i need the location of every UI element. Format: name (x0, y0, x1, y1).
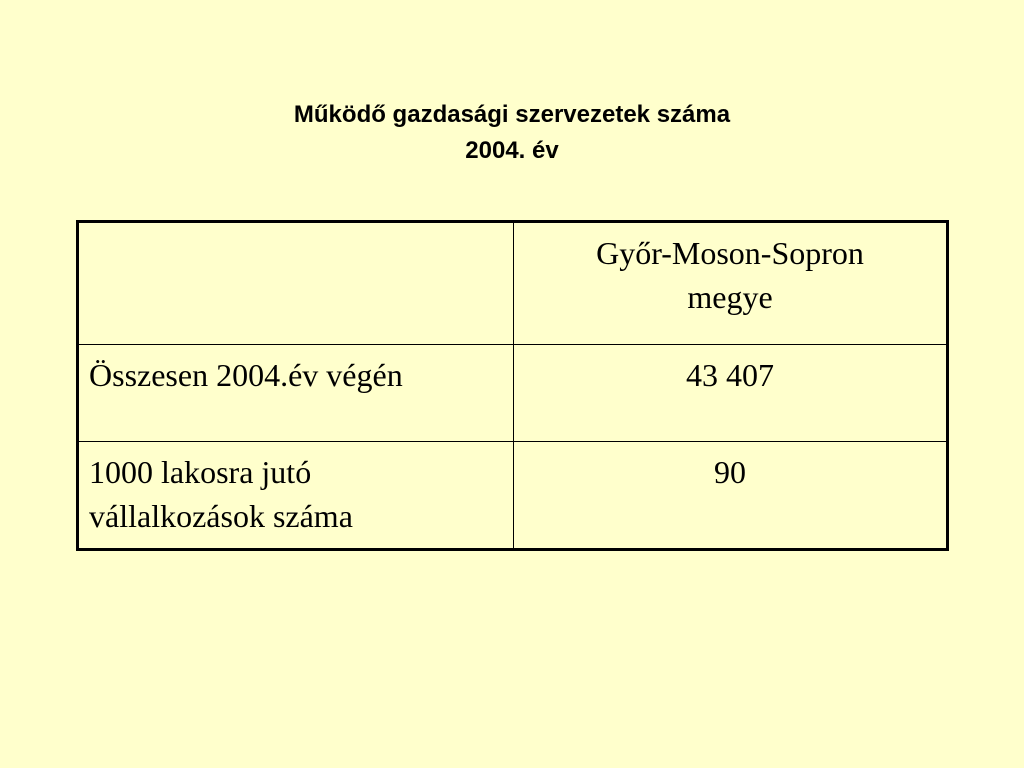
row-label-cell (78, 345, 514, 442)
table-row (78, 442, 948, 550)
header-region-line-1: Győr-Moson-Sopron (596, 235, 864, 271)
row-label-cell (78, 442, 514, 550)
row-label-line-1: 1000 lakosra jutó (89, 454, 312, 490)
data-table (76, 220, 949, 551)
title-line-1: Működő gazdasági szervezetek száma (293, 101, 731, 128)
row-label-line-2: vállalkozások száma (89, 498, 353, 534)
row-value-cell: 43 407 (514, 345, 948, 442)
slide-title (0, 97, 1024, 169)
header-region-line-2: megye (687, 279, 773, 315)
row-label-line-1: Összesen 2004.év végén (89, 357, 403, 393)
row-value-cell: 90 (514, 442, 948, 550)
header-empty-cell (78, 222, 514, 345)
table-row (78, 345, 948, 442)
table-header-row (78, 222, 948, 345)
title-line-2: 2004. év (465, 137, 559, 164)
header-region-cell (514, 222, 948, 345)
